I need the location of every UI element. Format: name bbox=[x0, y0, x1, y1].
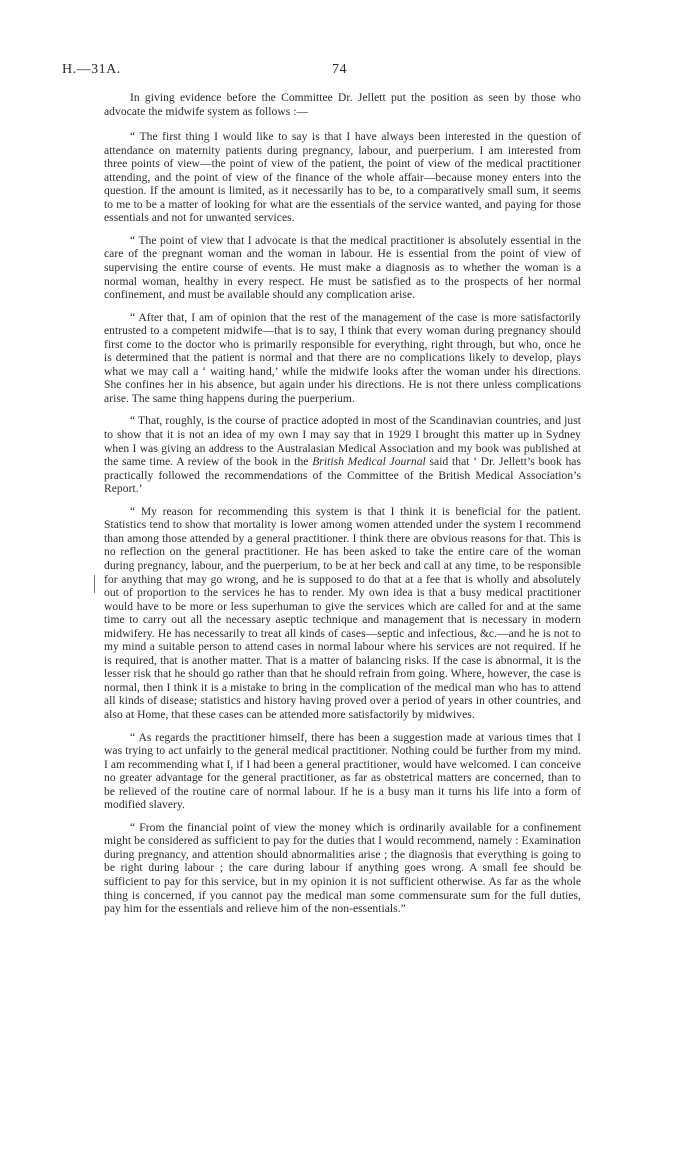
quote-paragraph-5: “ My reason for recommending this system is that I think it is beneficial for the patient. Statistics tend to show that mortality is lower among women attended under the system I recommend than among those attended by a general practitioner. I think there are obvious reasons for that. This is no reflection on the general practitioner. He has been asked to take the entire care of the woman during pregnancy, labour, and the puerperium, to be at her beck and call at any time, to be responsible for anything that may go wrong, and he is supposed to do that at a fee that is wholly and absolutely out of proportion to the services he has to render. My own idea is that a busy medical practitioner would have to be more or less superhuman to give the services which are called for and at the same time to carry out all the necessary aseptic technique and management that is necessary in modern midwifery. He has necessarily to treat all kinds of cases—septic and infectious, &c.—and he is not to my mind a suitable person to attend cases in normal labour where his services are not required. If he is required, that is another matter. That is a matter of balancing risks. If the case is abnormal, it is the lesser risk that he should go rather than that he should refrain from going. Where, however, the case is normal, then I think it is a mistake to bring in the complication of the medical man who has to attend all kinds of disease; statistics and history having proved over a period of years in other countries, and also at Home, that these cases can be attended more satisfactorily by midwives. bbox=[104, 505, 581, 721]
page-header bbox=[62, 62, 640, 82]
quote-paragraph-4-tail: said that ‘ Dr. Jellett’s book has practically followed the recommendations of the Committee of the British Medical Association’s Report.’ bbox=[104, 456, 581, 496]
quote-paragraph-2: “ The point of view that I advocate is that the medical practitioner is absolutely essential in the care of the pregnant woman and the woman in labour. He is essential from the point of view of supervising the entire course of events. He must make a diagnosis as to whether the woman is a normal woman, healthy in every respect. He must be satisfied as to the prospects of her normal confinement, and must be available should any complication arise. bbox=[104, 234, 581, 302]
document-body bbox=[104, 92, 581, 926]
intro-paragraph: In giving evidence before the Committee Dr. Jellett put the position as seen by those who advocate the midwife system as follows :— bbox=[104, 92, 581, 118]
quote-paragraph-3: “ After that, I am of opinion that the rest of the management of the case is more satisfactorily entrusted to a competent midwife—that is to say, I think that every woman during pregnancy should first come to the doctor who is primarily responsible for everything, right through, but who, once he is determined that the patient is normal and that there are no complications likely to develop, plays what we may call a ‘ waiting hand,’ while the midwife looks after the woman under his directions. She confines her in his absence, but again under his directions. He is not there unless complications arise. The same thing happens during the puerperium. bbox=[104, 311, 581, 405]
quote-paragraph-4 bbox=[104, 415, 581, 496]
quote-paragraph-7: “ From the financial point of view the money which is ordinarily available for a confinement might be considered as sufficient to pay for the duties that I would recommend, namely : Examination during pregnancy, and attention should abnormalities arise ; the diagnosis that everything is going to be right during labour ; the care during labour if anything goes wrong. A small fee should be sufficient to pay for this service, but in my opinion it is not sufficient otherwise. As far as the whole thing is concerned, if you cannot pay the medical man some commensurate sum for the full duties, pay him for the essentials and relieve him of the non-essentials.” bbox=[104, 821, 581, 916]
quote-paragraph-1: “ The first thing I would like to say is that I have always been interested in the question of attendance on maternity patients during pregnancy, labour, and puerperium. I am interested from three points of view—the point of view of the patient, the point of view of the medical practitioner attending, and the point of view of the finance of the whole affair—because money enters into the question. If the amount is limited, as it necessarily has to be, to a comparatively small sum, it seems to me to be a matter of looking for what are the essentials of the service wanted, and paying for those essentials and not for unwanted services. bbox=[104, 131, 581, 225]
parliamentary-paper-reference: H.—31A. bbox=[62, 62, 121, 77]
quote-paragraph-6: “ As regards the practitioner himself, there has been a suggestion made at various times that I was trying to act unfairly to the general medical practitioner. Nothing could be further from my mind. I am recommending what I, if I had been a general practitioner, would have welcomed. I can conceive no greater advantage for the general practitioner, as far as obstetrical matters are concerned, than to be relieved of the routine care of normal labour. If he is a busy man it turns his life into a form of modified slavery. bbox=[104, 731, 581, 812]
journal-title: British Medical Journal bbox=[312, 456, 426, 469]
quote-paragraph-4-lead: “ That, roughly, is the course of practice adopted in most of the Scandinavian countries, and just to show that it is not an idea of my own I may say that in 1929 I brought this matter up in Sydney when I was giving an address to the Australasian Medical Association and my book was published at the same time. A review of the book in the bbox=[104, 415, 581, 469]
page-number: 74 bbox=[332, 62, 347, 77]
margin-mark bbox=[94, 575, 98, 593]
